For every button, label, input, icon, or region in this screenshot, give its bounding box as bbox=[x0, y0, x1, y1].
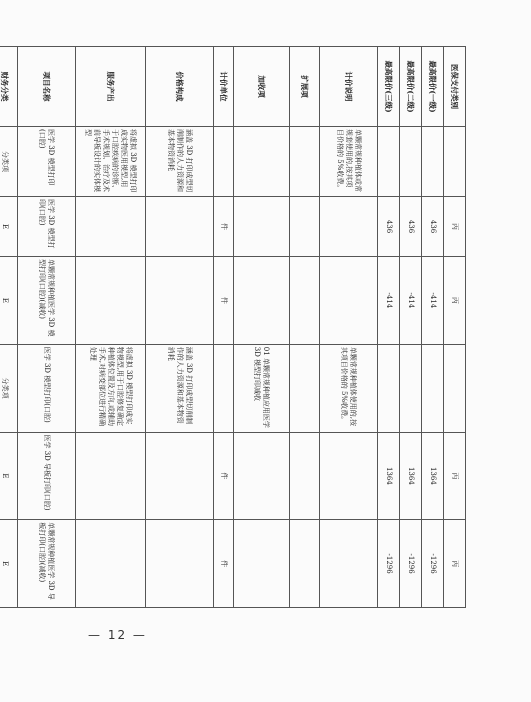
cell-37-unit: 件 bbox=[214, 257, 234, 345]
cell-38-price-note: 单颗常规种植体使用的,按其项目价格的 5%收费。 bbox=[320, 344, 378, 432]
cell-37-ext-item bbox=[290, 257, 320, 345]
field-row-unit bbox=[214, 47, 234, 608]
cell-38-ext-item bbox=[290, 344, 320, 432]
field-row-price-note bbox=[320, 47, 378, 608]
cell-37-medical-ins: 丙 bbox=[444, 257, 466, 345]
cell-36-max-3: 436 bbox=[378, 197, 400, 257]
cell-39-ext-item bbox=[290, 432, 320, 520]
cell-35-max-3 bbox=[378, 127, 400, 197]
cell-38-name: 医学 3D 模型打印(口腔) bbox=[18, 344, 76, 432]
cell-39-medical-ins: 丙 bbox=[444, 432, 466, 520]
cell-40-ext-item bbox=[290, 520, 320, 608]
cell-38-price-comp: 涵盖 3D 打印成型切削制作的人力资源和基本物资消耗 bbox=[146, 344, 214, 432]
cell-36-add-item bbox=[234, 197, 290, 257]
cell-39-add-item bbox=[234, 432, 290, 520]
cell-35-medical-ins bbox=[444, 127, 466, 197]
cell-38-output: 将虚拟 3D 模型打印成实物模型,用于口腔修复确定种植体位置及方向,或辅助手术,对病变部位进行精确处理 bbox=[76, 344, 146, 432]
cell-40-max-2: -1296 bbox=[400, 520, 422, 608]
cell-36-price-comp bbox=[146, 197, 214, 257]
cell-35-output: 将虚拟 3D 模型打印成实物医用模型,用于口腔疾病的诊断、手术规划、治疗及术前导板设计的实体模型 bbox=[76, 127, 146, 197]
field-row-price-comp bbox=[146, 47, 214, 608]
cell-38-unit bbox=[214, 344, 234, 432]
cell-36-ext-item bbox=[290, 197, 320, 257]
pricing-table-body bbox=[0, 47, 466, 608]
cell-40-name: 单颗常规种植医学 3D 导板打印(口腔)(减收) bbox=[18, 520, 76, 608]
cell-38-medical-ins bbox=[444, 344, 466, 432]
field-row-medical-ins bbox=[444, 47, 466, 608]
cell-39-price-note bbox=[320, 432, 378, 520]
cell-37-max-2: -414 bbox=[400, 257, 422, 345]
cell-35-max-2 bbox=[400, 127, 422, 197]
cell-36-fin-class: E bbox=[0, 197, 18, 257]
cell-39-price-comp bbox=[146, 432, 214, 520]
cell-36-unit: 件 bbox=[214, 197, 234, 257]
header-add-item: 加收项 bbox=[234, 47, 290, 127]
cell-35-max-1 bbox=[422, 127, 444, 197]
cell-40-unit: 件 bbox=[214, 520, 234, 608]
field-row-output bbox=[76, 47, 146, 608]
header-max-2: 最高限价(二级) bbox=[400, 47, 422, 127]
header-fin-class: 财务分类 bbox=[0, 47, 18, 127]
header-ext-item: 扩展项 bbox=[290, 47, 320, 127]
cell-37-price-comp bbox=[146, 257, 214, 345]
header-price-note: 计价说明 bbox=[320, 47, 378, 127]
cell-39-max-3: 1364 bbox=[378, 432, 400, 520]
header-medical-ins: 医保支付类别 bbox=[444, 47, 466, 127]
cell-40-max-1: -1296 bbox=[422, 520, 444, 608]
cell-35-fin-class: 分类项 bbox=[0, 127, 18, 197]
header-output: 服务产出 bbox=[76, 47, 146, 127]
cell-38-max-1 bbox=[422, 344, 444, 432]
cell-36-output bbox=[76, 197, 146, 257]
cell-38-add-item: 01 单颗常规种植应用医学 3D 模型打印减收 bbox=[234, 344, 290, 432]
field-row-max-3 bbox=[378, 47, 400, 608]
cell-39-fin-class: E bbox=[0, 432, 18, 520]
cell-38-max-3 bbox=[378, 344, 400, 432]
cell-38-fin-class: 分类项 bbox=[0, 344, 18, 432]
header-name: 项目名称 bbox=[18, 47, 76, 127]
cell-39-max-1: 1364 bbox=[422, 432, 444, 520]
cell-35-add-item bbox=[234, 127, 290, 197]
header-unit: 计价单位 bbox=[214, 47, 234, 127]
cell-39-output bbox=[76, 432, 146, 520]
header-max-3: 最高限价(三级) bbox=[378, 47, 400, 127]
cell-36-max-2: 436 bbox=[400, 197, 422, 257]
cell-37-max-3: -414 bbox=[378, 257, 400, 345]
cell-35-price-note: 单颗常规种植体或常规套使用的,按其项目价格的 5%收费。 bbox=[320, 127, 378, 197]
cell-35-price-comp: 涵盖 3D 打印成型切削制作的人力资源和基本物资消耗 bbox=[146, 127, 214, 197]
cell-37-add-item bbox=[234, 257, 290, 345]
field-row-name bbox=[18, 47, 76, 608]
cell-37-name: 单颗常规种植医学 3D 模型打印(口腔)(减收) bbox=[18, 257, 76, 345]
cell-36-name: 医学 3D 模型打印(口腔) bbox=[18, 197, 76, 257]
pricing-table bbox=[0, 46, 466, 608]
cell-39-max-2: 1364 bbox=[400, 432, 422, 520]
field-row-fin-class bbox=[0, 47, 18, 608]
cell-40-max-3: -1296 bbox=[378, 520, 400, 608]
field-row-ext-item bbox=[290, 47, 320, 608]
field-row-max-2 bbox=[400, 47, 422, 608]
header-price-comp: 价格构成 bbox=[146, 47, 214, 127]
cell-37-price-note bbox=[320, 257, 378, 345]
field-row-add-item bbox=[234, 47, 290, 608]
field-row-max-1 bbox=[422, 47, 444, 608]
table-wrapper bbox=[0, 46, 466, 608]
cell-37-max-1: -414 bbox=[422, 257, 444, 345]
cell-35-unit bbox=[214, 127, 234, 197]
cell-40-price-note bbox=[320, 520, 378, 608]
cell-35-name: 医学 3D 模型打印(口腔) bbox=[18, 127, 76, 197]
cell-35-ext-item bbox=[290, 127, 320, 197]
cell-36-medical-ins: 丙 bbox=[444, 197, 466, 257]
cell-40-output bbox=[76, 520, 146, 608]
cell-37-output bbox=[76, 257, 146, 345]
cell-40-fin-class: E bbox=[0, 520, 18, 608]
cell-39-name: 医学 3D 导板打印(口腔) bbox=[18, 432, 76, 520]
cell-36-price-note bbox=[320, 197, 378, 257]
cell-39-unit: 件 bbox=[214, 432, 234, 520]
header-max-1: 最高限价(一级) bbox=[422, 47, 444, 127]
cell-36-max-1: 436 bbox=[422, 197, 444, 257]
cell-40-medical-ins: 丙 bbox=[444, 520, 466, 608]
page-number: — 12 — bbox=[88, 628, 147, 642]
cell-37-fin-class: E bbox=[0, 257, 18, 345]
cell-40-add-item bbox=[234, 520, 290, 608]
cell-40-price-comp bbox=[146, 520, 214, 608]
cell-38-max-2 bbox=[400, 344, 422, 432]
